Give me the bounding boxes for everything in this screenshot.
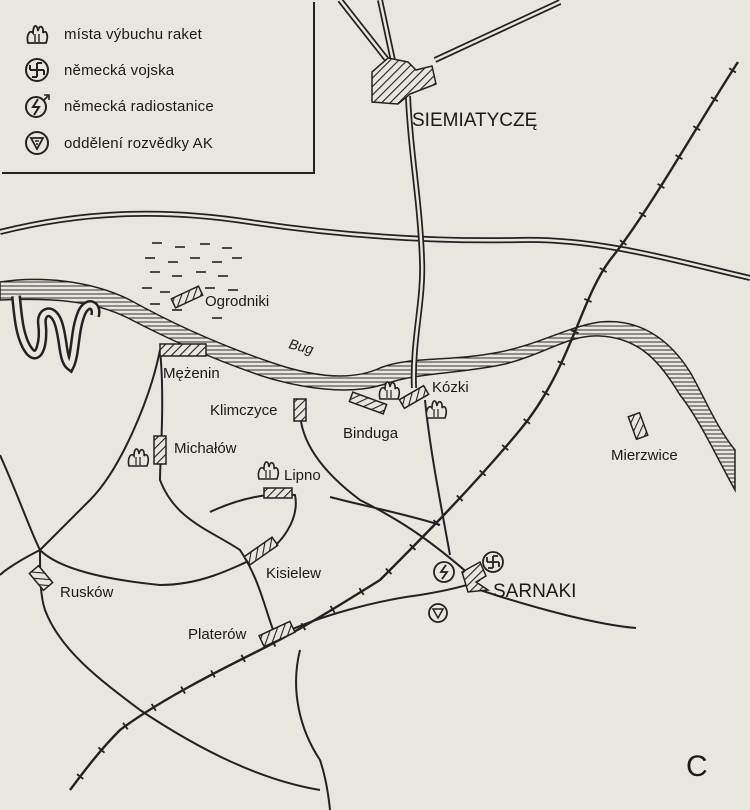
label-ogrodniki: Ogrodniki (205, 293, 270, 310)
ruskow-block (29, 566, 52, 591)
kisielew-block (244, 537, 278, 565)
legend-item-german-troops (24, 57, 174, 83)
label-mierzwice: Mierzwice (611, 447, 678, 464)
lipno-block (264, 488, 292, 498)
legend-item-explosion (24, 21, 202, 47)
legend-label-explosion: místa výbuchu raket (64, 25, 203, 43)
corner-mark: C (686, 750, 708, 783)
platerow-block (259, 621, 295, 646)
map-symbols (128, 382, 503, 622)
legend-label-radio: německá radiostanice (64, 97, 214, 115)
explosion-icon (426, 401, 446, 418)
legend-label-german-troops: německá vojska (64, 61, 175, 79)
label-klimczyce: Klimczyce (210, 402, 278, 419)
label-kisielew: Kisielew (266, 565, 322, 582)
label-sarnaki: SARNAKI (493, 581, 577, 602)
swastika-icon (483, 552, 503, 572)
label-binduga: Binduga (343, 425, 399, 442)
label-siemiatycze: SIEMIATYCZĘ (412, 110, 538, 131)
label-michalow: Michałów (174, 440, 237, 457)
label-mezenin: Mężenin (163, 365, 220, 382)
swastika-icon (24, 57, 50, 83)
radio-station-icon (434, 562, 454, 582)
mierzwice-block (628, 413, 647, 440)
legend-item-radio (24, 93, 214, 119)
explosion-icon (258, 462, 278, 479)
label-bug-river: Bug (287, 335, 316, 358)
kozki-block (399, 386, 428, 409)
siemiatycze-block (372, 58, 436, 104)
klimczyce-block (294, 399, 306, 421)
ak-intelligence-icon (24, 130, 50, 156)
legend (2, 2, 315, 174)
ak-intelligence-icon (429, 604, 447, 622)
radio-station-icon (24, 93, 50, 119)
label-lipno: Lipno (284, 467, 321, 484)
mezenin-block (160, 344, 206, 356)
label-ruskow: Rusków (60, 584, 114, 601)
explosion-icon (128, 449, 148, 466)
legend-label-ak: oddělení rozvědky AK (64, 134, 214, 152)
legend-item-ak (24, 130, 213, 156)
explosion-icon (24, 21, 50, 47)
label-platerow: Platerów (188, 626, 247, 643)
michalow-block (154, 436, 166, 464)
ogrodniki-block (171, 286, 202, 308)
label-kozki: Kózki (432, 379, 469, 396)
